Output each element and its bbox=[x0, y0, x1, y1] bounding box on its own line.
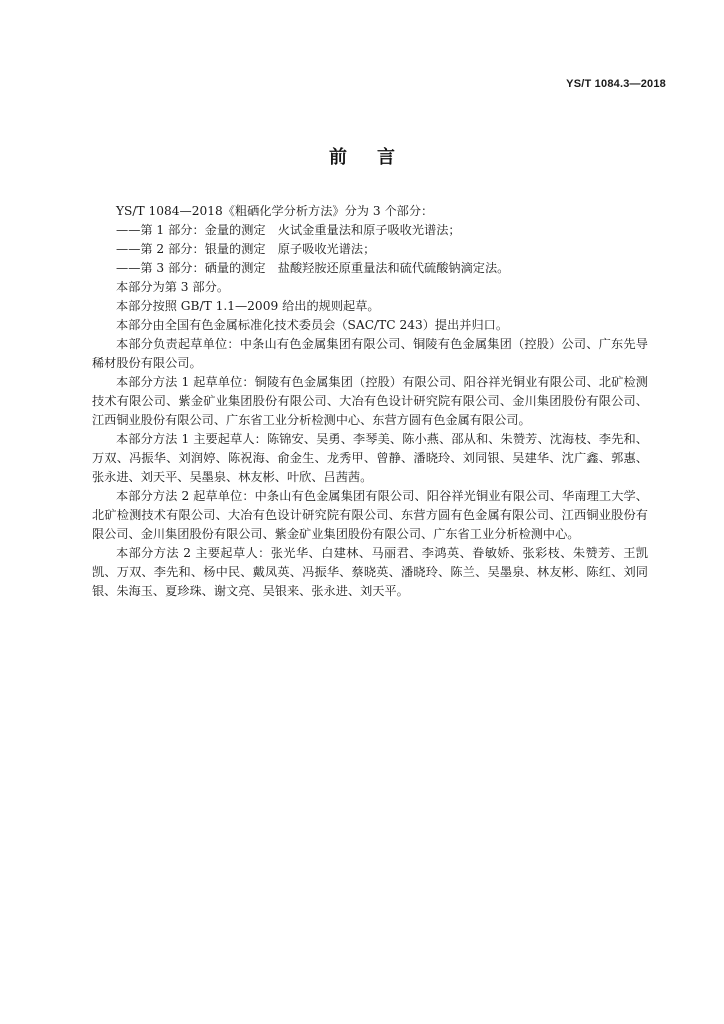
paragraph-method2-drafters: 本部分方法 2 主要起草人：张光华、白建林、马丽君、李鸿英、眷敏娇、张彩枝、朱赞芳、王凯凯、万双、李先和、杨中民、戴凤英、冯振华、蔡晓英、潘晓玲、陈兰、吴墨泉、林友彬、陈红、刘同银、朱海玉、夏珍珠、谢文亮、吴银来、张永进、刘天平。 bbox=[92, 546, 648, 598]
paragraph-drafting-rules: 本部分按照 GB/T 1.1—2009 给出的规则起草。 bbox=[116, 299, 380, 313]
paragraph-part-1: ——第 1 部分：金量的测定 火试金重量法和原子吸收光谱法； bbox=[116, 223, 461, 237]
page-title: 前言 bbox=[329, 147, 425, 168]
standard-number: YS/T 1084.3—2018 bbox=[566, 78, 666, 90]
paragraph-parts-intro: YS/T 1084—2018《粗硒化学分析方法》分为 3 个部分： bbox=[116, 204, 434, 218]
paragraph-method1-drafters: 本部分方法 1 主要起草人：陈锦安、吴勇、李琴美、陈小燕、邵从和、朱赞芳、沈海枝、李先和、万双、冯振华、刘润婷、陈祝海、俞金生、龙秀甲、曾静、潘晓玲、刘同银、吴建华、沈广鑫、郭惠、张永进、刘天平、吴墨泉、林友彬、叶欣、吕茜茜。 bbox=[92, 432, 648, 484]
foreword-body bbox=[92, 202, 648, 601]
paragraph-method1-units: 本部分方法 1 起草单位：铜陵有色金属集团（控股）有限公司、阳谷祥光铜业有限公司、北矿检测技术有限公司、紫金矿业集团股份有限公司、大冶有色设计研究院有限公司、金川集团股份有限公司、江西铜业股份有限公司、广东省工业分析检测中心、东营方圆有色金属有限公司。 bbox=[92, 375, 648, 427]
paragraph-part-2: ——第 2 部分：银量的测定 原子吸收光谱法； bbox=[116, 242, 376, 256]
paragraph-this-part: 本部分为第 3 部分。 bbox=[116, 280, 230, 294]
paragraph-method2-units: 本部分方法 2 起草单位：中条山有色金属集团有限公司、阳谷祥光铜业有限公司、华南理工大学、北矿检测技术有限公司、大冶有色设计研究院有限公司、东营方圆有色金属有限公司、江西铜业股份有限公司、金川集团股份有限公司、紫金矿业集团股份有限公司、广东省工业分析检测中心。 bbox=[92, 489, 648, 541]
paragraph-part-3: ——第 3 部分：硒量的测定 盐酸羟胺还原重量法和硫代硫酸钠滴定法。 bbox=[116, 261, 510, 275]
paragraph-responsible-units: 本部分负责起草单位：中条山有色金属集团有限公司、铜陵有色金属集团（控股）公司、广东先导稀材股份有限公司。 bbox=[92, 337, 648, 370]
paragraph-proposed-by: 本部分由全国有色金属标准化技术委员会（SAC/TC 243）提出并归口。 bbox=[116, 318, 509, 332]
